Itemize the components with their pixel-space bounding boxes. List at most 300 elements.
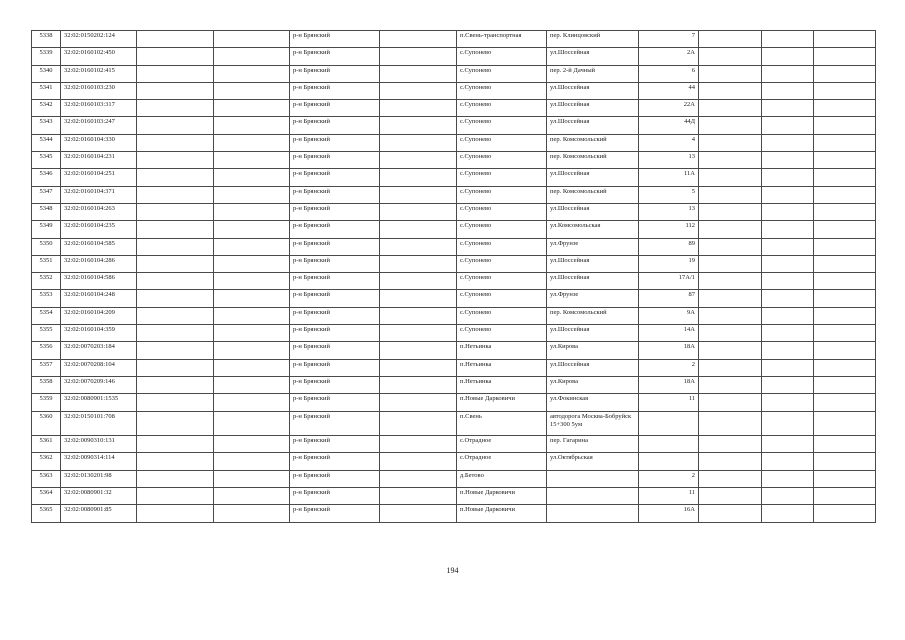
- cadastral-number: 32:02:0150202:124: [61, 31, 137, 48]
- empty-cell: [699, 487, 762, 504]
- locality: с.Супонево: [457, 238, 547, 255]
- empty-cell: [137, 238, 214, 255]
- locality: п.Новые Дарковичи: [457, 487, 547, 504]
- row-number: 5364: [32, 487, 61, 504]
- table-row: [32, 82, 876, 99]
- district: р-н Брянский: [290, 411, 380, 436]
- table-row: [32, 134, 876, 151]
- empty-cell: [699, 290, 762, 307]
- empty-cell: [762, 325, 814, 342]
- row-number: 5363: [32, 470, 61, 487]
- locality: с.Супонево: [457, 307, 547, 324]
- empty-cell: [814, 238, 876, 255]
- house-number: 7: [639, 31, 699, 48]
- house-number: 11А: [639, 169, 699, 186]
- empty-cell: [214, 31, 290, 48]
- empty-cell: [699, 186, 762, 203]
- cadastral-number: 32:02:0160104:585: [61, 238, 137, 255]
- district: р-н Брянский: [290, 307, 380, 324]
- empty-cell: [814, 134, 876, 151]
- empty-cell: [814, 325, 876, 342]
- district: р-н Брянский: [290, 238, 380, 255]
- district: р-н Брянский: [290, 273, 380, 290]
- empty-cell: [814, 152, 876, 169]
- row-number: 5362: [32, 453, 61, 470]
- empty-cell: [699, 411, 762, 436]
- empty-cell: [699, 169, 762, 186]
- house-number: 17А/1: [639, 273, 699, 290]
- house-number: 6: [639, 65, 699, 82]
- cadastral-number: 32:02:0160102:450: [61, 48, 137, 65]
- row-number: 5342: [32, 100, 61, 117]
- empty-cell: [137, 48, 214, 65]
- locality: с.Супонево: [457, 255, 547, 272]
- table-row: [32, 186, 876, 203]
- house-number: 5: [639, 186, 699, 203]
- locality: п.Свень-транспортная: [457, 31, 547, 48]
- locality: п.Нетьинка: [457, 376, 547, 393]
- empty-cell: [814, 203, 876, 220]
- empty-cell: [699, 436, 762, 453]
- locality: п.Новые Дарковичи: [457, 505, 547, 522]
- house-number: 13: [639, 203, 699, 220]
- empty-cell: [380, 169, 457, 186]
- row-number: 5349: [32, 221, 61, 238]
- empty-cell: [814, 186, 876, 203]
- empty-cell: [380, 307, 457, 324]
- row-number: 5341: [32, 82, 61, 99]
- table-row: [32, 65, 876, 82]
- row-number: 5340: [32, 65, 61, 82]
- cadastral-number: 32:02:0160102:415: [61, 65, 137, 82]
- district: р-н Брянский: [290, 255, 380, 272]
- empty-cell: [699, 31, 762, 48]
- registry-table: [31, 30, 876, 523]
- empty-cell: [214, 134, 290, 151]
- empty-cell: [762, 186, 814, 203]
- district: р-н Брянский: [290, 152, 380, 169]
- empty-cell: [214, 307, 290, 324]
- empty-cell: [814, 221, 876, 238]
- street: ул.Кирова: [547, 342, 639, 359]
- empty-cell: [137, 290, 214, 307]
- empty-cell: [137, 394, 214, 411]
- cadastral-number: 32:02:0150101:708: [61, 411, 137, 436]
- empty-cell: [214, 48, 290, 65]
- street: ул.Шоссейная: [547, 325, 639, 342]
- row-number: 5345: [32, 152, 61, 169]
- empty-cell: [214, 359, 290, 376]
- empty-cell: [214, 411, 290, 436]
- row-number: 5355: [32, 325, 61, 342]
- empty-cell: [699, 221, 762, 238]
- empty-cell: [137, 453, 214, 470]
- district: р-н Брянский: [290, 203, 380, 220]
- district: р-н Брянский: [290, 436, 380, 453]
- street: пер. Комсомольский: [547, 307, 639, 324]
- district: р-н Брянский: [290, 342, 380, 359]
- house-number: 4: [639, 134, 699, 151]
- street: ул.Фрунзе: [547, 238, 639, 255]
- locality: п.Нетьинка: [457, 342, 547, 359]
- empty-cell: [814, 411, 876, 436]
- empty-cell: [699, 307, 762, 324]
- district: р-н Брянский: [290, 290, 380, 307]
- district: р-н Брянский: [290, 169, 380, 186]
- house-number: 9А: [639, 307, 699, 324]
- district: р-н Брянский: [290, 65, 380, 82]
- house-number: 16А: [639, 505, 699, 522]
- house-number: 2: [639, 359, 699, 376]
- house-number: [639, 436, 699, 453]
- empty-cell: [137, 255, 214, 272]
- street: ул.Шоссейная: [547, 359, 639, 376]
- empty-cell: [762, 376, 814, 393]
- empty-cell: [214, 436, 290, 453]
- empty-cell: [214, 453, 290, 470]
- empty-cell: [380, 100, 457, 117]
- empty-cell: [380, 436, 457, 453]
- empty-cell: [137, 325, 214, 342]
- row-number: 5347: [32, 186, 61, 203]
- district: р-н Брянский: [290, 31, 380, 48]
- table-row: [32, 169, 876, 186]
- locality: с.Супонево: [457, 117, 547, 134]
- empty-cell: [699, 152, 762, 169]
- empty-cell: [762, 394, 814, 411]
- cadastral-number: 32:02:0160103:230: [61, 82, 137, 99]
- empty-cell: [762, 273, 814, 290]
- empty-cell: [699, 453, 762, 470]
- empty-cell: [699, 100, 762, 117]
- district: р-н Брянский: [290, 100, 380, 117]
- row-number: 5359: [32, 394, 61, 411]
- street: пер. 2-й Дачный: [547, 65, 639, 82]
- empty-cell: [137, 100, 214, 117]
- street: ул.Шоссейная: [547, 203, 639, 220]
- empty-cell: [137, 82, 214, 99]
- empty-cell: [137, 221, 214, 238]
- cadastral-number: 32:02:0160104:209: [61, 307, 137, 324]
- table-row: [32, 342, 876, 359]
- table-row: [32, 290, 876, 307]
- row-number: 5360: [32, 411, 61, 436]
- district: р-н Брянский: [290, 453, 380, 470]
- empty-cell: [137, 436, 214, 453]
- empty-cell: [814, 359, 876, 376]
- empty-cell: [699, 273, 762, 290]
- row-number: 5356: [32, 342, 61, 359]
- street: ул.Шоссейная: [547, 117, 639, 134]
- table-row: [32, 100, 876, 117]
- empty-cell: [137, 134, 214, 151]
- empty-cell: [814, 169, 876, 186]
- house-number: 11: [639, 487, 699, 504]
- table-row: [32, 453, 876, 470]
- table-row: [32, 376, 876, 393]
- cadastral-number: 32:02:0160104:359: [61, 325, 137, 342]
- empty-cell: [214, 376, 290, 393]
- empty-cell: [762, 359, 814, 376]
- empty-cell: [380, 290, 457, 307]
- empty-cell: [762, 307, 814, 324]
- district: р-н Брянский: [290, 48, 380, 65]
- cadastral-number: 32:02:0070209:146: [61, 376, 137, 393]
- locality: с.Супонево: [457, 221, 547, 238]
- row-number: 5361: [32, 436, 61, 453]
- empty-cell: [380, 487, 457, 504]
- district: р-н Брянский: [290, 359, 380, 376]
- house-number: 19: [639, 255, 699, 272]
- locality: с.Супонево: [457, 65, 547, 82]
- street: ул.Шоссейная: [547, 82, 639, 99]
- empty-cell: [380, 134, 457, 151]
- empty-cell: [762, 487, 814, 504]
- cadastral-number: 32:02:0160104:330: [61, 134, 137, 151]
- table-row: [32, 307, 876, 324]
- empty-cell: [814, 394, 876, 411]
- street: ул.Шоссейная: [547, 169, 639, 186]
- locality: с.Супонево: [457, 82, 547, 99]
- table-row: [32, 505, 876, 522]
- empty-cell: [762, 221, 814, 238]
- empty-cell: [380, 221, 457, 238]
- row-number: 5343: [32, 117, 61, 134]
- house-number: 44Д: [639, 117, 699, 134]
- empty-cell: [137, 470, 214, 487]
- empty-cell: [214, 255, 290, 272]
- row-number: 5357: [32, 359, 61, 376]
- empty-cell: [814, 273, 876, 290]
- empty-cell: [137, 273, 214, 290]
- empty-cell: [214, 394, 290, 411]
- house-number: 11: [639, 394, 699, 411]
- empty-cell: [380, 186, 457, 203]
- empty-cell: [814, 307, 876, 324]
- locality: с.Супонево: [457, 290, 547, 307]
- empty-cell: [762, 169, 814, 186]
- cadastral-number: 32:02:0160104:286: [61, 255, 137, 272]
- cadastral-number: 32:02:0130201:98: [61, 470, 137, 487]
- cadastral-number: 32:02:0080901:32: [61, 487, 137, 504]
- locality: с.Супонево: [457, 48, 547, 65]
- empty-cell: [214, 100, 290, 117]
- empty-cell: [214, 238, 290, 255]
- empty-cell: [214, 186, 290, 203]
- table-row: [32, 152, 876, 169]
- empty-cell: [699, 470, 762, 487]
- empty-cell: [699, 359, 762, 376]
- empty-cell: [380, 411, 457, 436]
- empty-cell: [699, 203, 762, 220]
- house-number: 89: [639, 238, 699, 255]
- row-number: 5351: [32, 255, 61, 272]
- table-row: [32, 221, 876, 238]
- empty-cell: [699, 505, 762, 522]
- row-number: 5348: [32, 203, 61, 220]
- empty-cell: [214, 82, 290, 99]
- table-row: [32, 273, 876, 290]
- district: р-н Брянский: [290, 186, 380, 203]
- empty-cell: [699, 342, 762, 359]
- row-number: 5365: [32, 505, 61, 522]
- empty-cell: [699, 394, 762, 411]
- empty-cell: [137, 411, 214, 436]
- cadastral-number: 32:02:0160104:251: [61, 169, 137, 186]
- empty-cell: [137, 65, 214, 82]
- cadastral-number: 32:02:0160104:263: [61, 203, 137, 220]
- table-row: [32, 255, 876, 272]
- table-row: [32, 325, 876, 342]
- empty-cell: [137, 376, 214, 393]
- locality: с.Супонево: [457, 134, 547, 151]
- house-number: [639, 453, 699, 470]
- empty-cell: [214, 470, 290, 487]
- locality: с.Отрадное: [457, 436, 547, 453]
- empty-cell: [814, 82, 876, 99]
- locality: с.Супонево: [457, 100, 547, 117]
- street: ул.Фокинская: [547, 394, 639, 411]
- table-row: [32, 470, 876, 487]
- empty-cell: [699, 117, 762, 134]
- row-number: 5350: [32, 238, 61, 255]
- empty-cell: [380, 325, 457, 342]
- empty-cell: [380, 359, 457, 376]
- district: р-н Брянский: [290, 394, 380, 411]
- empty-cell: [380, 65, 457, 82]
- street: ул.Комсомольская: [547, 221, 639, 238]
- district: р-н Брянский: [290, 82, 380, 99]
- empty-cell: [814, 255, 876, 272]
- empty-cell: [699, 238, 762, 255]
- empty-cell: [699, 82, 762, 99]
- street: [547, 470, 639, 487]
- empty-cell: [699, 134, 762, 151]
- street: автодорога Москва-Бобруйск 15+300 5ум: [547, 411, 639, 436]
- row-number: 5338: [32, 31, 61, 48]
- empty-cell: [214, 117, 290, 134]
- empty-cell: [814, 342, 876, 359]
- street: ул.Шоссейная: [547, 255, 639, 272]
- district: р-н Брянский: [290, 117, 380, 134]
- cadastral-number: 32:02:0160104:231: [61, 152, 137, 169]
- cadastral-number: 32:02:0090310:131: [61, 436, 137, 453]
- table-row: [32, 48, 876, 65]
- empty-cell: [214, 65, 290, 82]
- empty-cell: [137, 152, 214, 169]
- locality: п.Новые Дарковичи: [457, 394, 547, 411]
- empty-cell: [762, 134, 814, 151]
- district: р-н Брянский: [290, 470, 380, 487]
- empty-cell: [380, 505, 457, 522]
- locality: с.Отрадное: [457, 453, 547, 470]
- empty-cell: [214, 169, 290, 186]
- house-number: 13: [639, 152, 699, 169]
- house-number: 44: [639, 82, 699, 99]
- empty-cell: [214, 152, 290, 169]
- empty-cell: [380, 117, 457, 134]
- empty-cell: [762, 453, 814, 470]
- empty-cell: [699, 376, 762, 393]
- empty-cell: [214, 290, 290, 307]
- table-row: [32, 394, 876, 411]
- empty-cell: [699, 65, 762, 82]
- street: [547, 487, 639, 504]
- empty-cell: [380, 394, 457, 411]
- row-number: 5339: [32, 48, 61, 65]
- row-number: 5354: [32, 307, 61, 324]
- cadastral-number: 32:02:0160104:248: [61, 290, 137, 307]
- empty-cell: [214, 273, 290, 290]
- empty-cell: [762, 238, 814, 255]
- empty-cell: [214, 505, 290, 522]
- empty-cell: [814, 31, 876, 48]
- empty-cell: [762, 152, 814, 169]
- district: р-н Брянский: [290, 376, 380, 393]
- house-number: 2: [639, 470, 699, 487]
- empty-cell: [699, 325, 762, 342]
- cadastral-number: 32:02:0090314:114: [61, 453, 137, 470]
- empty-cell: [762, 65, 814, 82]
- house-number: 2А: [639, 48, 699, 65]
- empty-cell: [380, 48, 457, 65]
- empty-cell: [137, 487, 214, 504]
- cadastral-number: 32:02:0070203:184: [61, 342, 137, 359]
- district: р-н Брянский: [290, 505, 380, 522]
- house-number: 18А: [639, 342, 699, 359]
- empty-cell: [762, 117, 814, 134]
- empty-cell: [380, 453, 457, 470]
- street: пер. Гагарина: [547, 436, 639, 453]
- cadastral-number: 32:02:0160103:317: [61, 100, 137, 117]
- cadastral-number: 32:02:0160104:371: [61, 186, 137, 203]
- cadastral-number: 32:02:0080901:1535: [61, 394, 137, 411]
- empty-cell: [814, 470, 876, 487]
- empty-cell: [137, 117, 214, 134]
- district: р-н Брянский: [290, 134, 380, 151]
- locality: с.Супонево: [457, 273, 547, 290]
- empty-cell: [380, 82, 457, 99]
- locality: п.Нетьинка: [457, 359, 547, 376]
- empty-cell: [214, 325, 290, 342]
- street: ул.Шоссейная: [547, 100, 639, 117]
- street: пер. Комсомольский: [547, 134, 639, 151]
- empty-cell: [762, 436, 814, 453]
- empty-cell: [214, 487, 290, 504]
- row-number: 5358: [32, 376, 61, 393]
- empty-cell: [814, 290, 876, 307]
- table-row: [32, 411, 876, 436]
- district: р-н Брянский: [290, 221, 380, 238]
- locality: с.Супонево: [457, 203, 547, 220]
- street: пер. Комсомольский: [547, 152, 639, 169]
- empty-cell: [380, 238, 457, 255]
- empty-cell: [699, 48, 762, 65]
- table-row: [32, 203, 876, 220]
- empty-cell: [762, 100, 814, 117]
- empty-cell: [137, 359, 214, 376]
- row-number: 5346: [32, 169, 61, 186]
- empty-cell: [762, 470, 814, 487]
- empty-cell: [380, 203, 457, 220]
- empty-cell: [380, 152, 457, 169]
- table-row: [32, 31, 876, 48]
- table-row: [32, 238, 876, 255]
- empty-cell: [214, 221, 290, 238]
- empty-cell: [380, 342, 457, 359]
- empty-cell: [380, 376, 457, 393]
- empty-cell: [380, 31, 457, 48]
